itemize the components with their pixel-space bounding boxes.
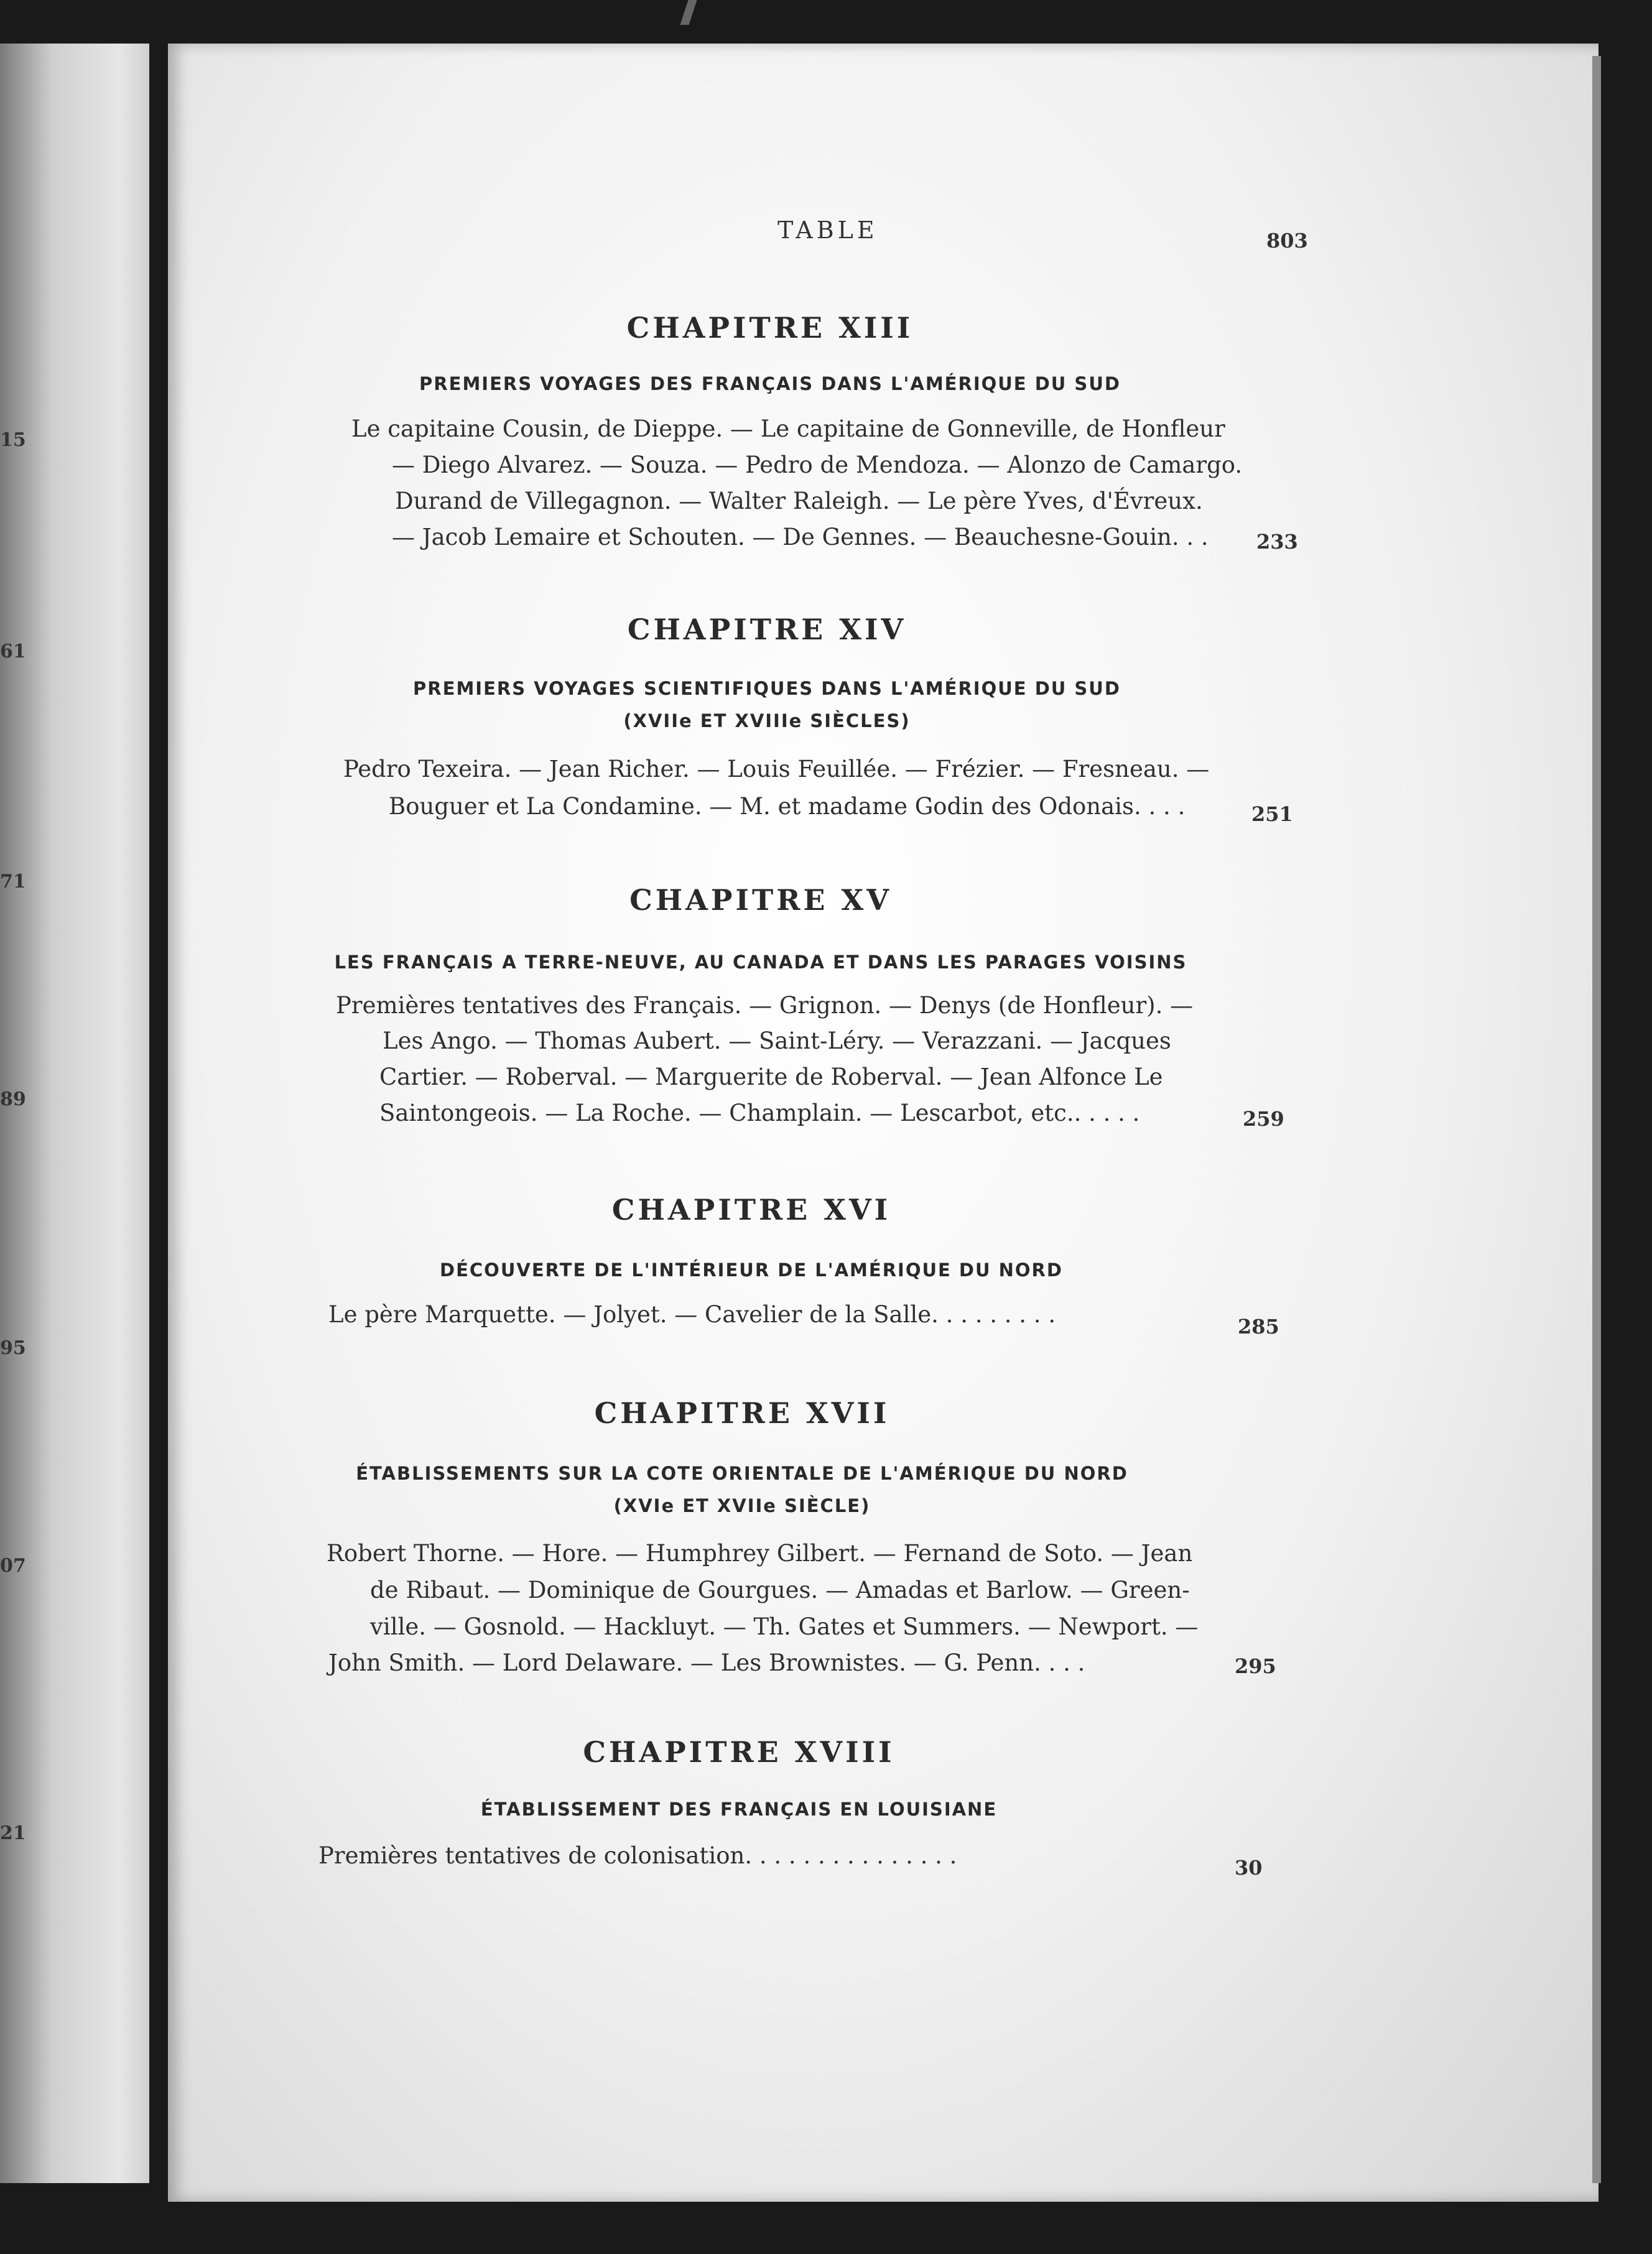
- page-number: 803: [1266, 229, 1308, 253]
- left-page-number: 89: [0, 1088, 26, 1110]
- toc-line: John Smith. — Lord Delaware. — Les Brownistes. — G. Penn. . . .: [328, 1649, 1085, 1676]
- chapter-subtitle: (XVIe ET XVIIe SIÈCLE): [613, 1495, 871, 1516]
- toc-line: — Jacob Lemaire et Schouten. — De Gennes. — Beauchesne-Gouin. . .: [392, 524, 1209, 550]
- left-page-number: 15: [0, 429, 26, 451]
- toc-page-number: 30: [1235, 1856, 1263, 1880]
- previous-page-strip: [0, 44, 149, 2183]
- chapter-title: CHAPITRE XIV: [627, 613, 907, 646]
- toc-line: Durand de Villegagnon. — Walter Raleigh. — Le père Yves, d'Évreux.: [395, 488, 1203, 514]
- toc-line: Premières tentatives de colonisation. . . . . . . . . . . . . . .: [318, 1842, 957, 1869]
- toc-line: — Diego Alvarez. — Souza. — Pedro de Mendoza. — Alonzo de Camargo.: [392, 452, 1243, 478]
- toc-line: Premières tentatives des Français. — Grignon. — Denys (de Honfleur). —: [336, 992, 1194, 1019]
- chapter-subtitle: (XVIIe ET XVIIIe SIÈCLES): [623, 710, 911, 731]
- chapter-title: CHAPITRE XV: [629, 883, 892, 917]
- toc-line: Robert Thorne. — Hore. — Humphrey Gilbert. — Fernand de Soto. — Jean: [327, 1540, 1193, 1567]
- toc-page-number: 285: [1238, 1315, 1279, 1338]
- toc-page-number: 259: [1243, 1107, 1284, 1131]
- toc-line: de Ribaut. — Dominique de Gourgues. — Amadas et Barlow. — Green-: [370, 1577, 1190, 1603]
- left-page-number: 95: [0, 1337, 26, 1359]
- chapter-title: CHAPITRE XVII: [594, 1396, 890, 1430]
- chapter-subtitle: DÉCOUVERTE DE L'INTÉRIEUR DE L'AMÉRIQUE DU NORD: [440, 1259, 1063, 1281]
- chapter-title: CHAPITRE XVIII: [583, 1735, 895, 1769]
- toc-page-number: 251: [1251, 802, 1293, 826]
- toc-line: Pedro Texeira. — Jean Richer. — Louis Feuillée. — Frézier. — Fresneau. —: [343, 756, 1210, 782]
- toc-page-number: 233: [1256, 530, 1298, 554]
- chapter-subtitle: LES FRANÇAIS A TERRE-NEUVE, AU CANADA ET DANS LES PARAGES VOISINS: [334, 952, 1187, 973]
- toc-line: Bouguer et La Condamine. — M. et madame Godin des Odonais. . . .: [389, 793, 1186, 820]
- left-page-number: 71: [0, 871, 26, 893]
- toc-page-number: 295: [1235, 1654, 1276, 1678]
- toc-line: Les Ango. — Thomas Aubert. — Saint-Léry. — Verazzani. — Jacques: [383, 1027, 1171, 1054]
- chapter-subtitle: ÉTABLISSEMENT DES FRANÇAIS EN LOUISIANE: [480, 1799, 998, 1820]
- chapter-subtitle: PREMIERS VOYAGES DES FRANÇAIS DANS L'AMÉRIQUE DU SUD: [419, 373, 1121, 394]
- chapter-subtitle: PREMIERS VOYAGES SCIENTIFIQUES DANS L'AMÉRIQUE DU SUD: [413, 678, 1121, 699]
- scan-artifact: [680, 0, 697, 25]
- toc-line: ville. — Gosnold. — Hackluyt. — Th. Gates et Summers. — Newport. —: [370, 1613, 1199, 1640]
- toc-line: Le capitaine Cousin, de Dieppe. — Le capitaine de Gonneville, de Honfleur: [351, 415, 1225, 442]
- toc-line: Saintongeois. — La Roche. — Champlain. — Lescarbot, etc.. . . . .: [379, 1100, 1140, 1126]
- left-page-number: 21: [0, 1822, 26, 1844]
- toc-line: Le père Marquette. — Jolyet. — Cavelier de la Salle. . . . . . . . .: [328, 1301, 1056, 1328]
- chapter-title: CHAPITRE XVI: [611, 1193, 891, 1227]
- left-page-number: 61: [0, 641, 26, 662]
- chapter-title: CHAPITRE XIII: [626, 311, 914, 345]
- chapter-subtitle: ÉTABLISSEMENTS SUR LA COTE ORIENTALE DE L'AMÉRIQUE DU NORD: [356, 1463, 1128, 1484]
- running-head: TABLE: [777, 216, 878, 244]
- toc-line: Cartier. — Roberval. — Marguerite de Roberval. — Jean Alfonce Le: [379, 1064, 1163, 1090]
- left-page-number: 07: [0, 1555, 26, 1577]
